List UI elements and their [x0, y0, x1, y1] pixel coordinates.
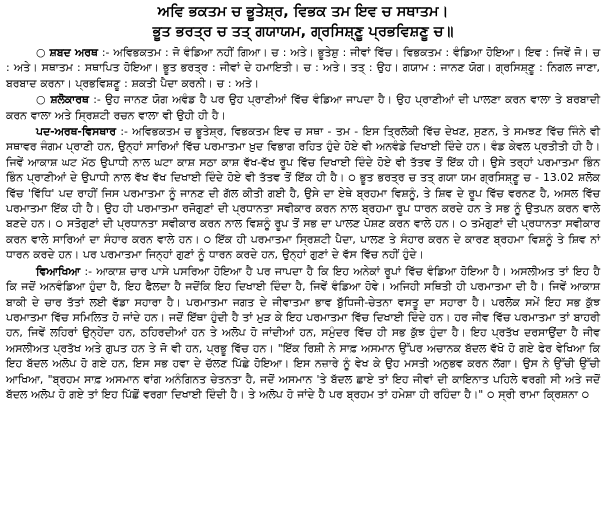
verse-line-1: ਅਵਿ ਭਕਤਮ ਚ ਭੂਤੇਸ਼੍ਰ, ਵਿਭਕ ਤਮ ਇਵ ਚ ਸਥਾਤਮ।: [157, 4, 449, 20]
shabad-arth-text: :- ਅਵਿਭਕਤਮ : ਜੋ ਵੰਡਿਆ ਨਹੀਂ ਗਿਆ। ਚ : ਅਤੇ। ਭੂਤੇਸ਼ੁ : ਜੀਵਾਂ ਵਿੱਚ। ਵਿਭਕਤਮ : ਵੰਡਿਆ ਹੋਇਆ। ਇਵ : ਜਿਵੇਂ ਜੋ। ਚ : ਅਤੇ। ਸਥਾਤਮ : ਸਥਾਪਿਤ ਹੋਇਆ। ਭੂਤ ਭਰਤ੍ਰ : ਜੀਵਾਂ ਦੇ ਹਮਾਇਤੀ। ਚ : ਅਤੇ। ਤਤ੍ : ਉਹ। ਗਯਾਮ : ਜਾਨਣ ਯੋਗ। ਗ੍ਰਸਿਸ਼੍ਣੂ : ਨਿਗਲ ਜਾਣਾ, ਬਰਬਾਦ ਕਰਨਾ। ਪ੍ਰਭਵਿਸ਼ਣੂ : ਸ਼ਕਤੀ ਪੈਦਾ ਕਰਨੀ। ਚ : ਅਤੇ।: [6, 46, 600, 90]
verse-line-2: ਭੂਤ ਭਰਤ੍ਰ ਚ ਤਤ੍ ਗਯਾਯਮ, ਗ੍ਰਸਿਸ਼੍ਣੂ ਪ੍ਰਭਵਿਸ਼ਣੂ ਚ॥: [152, 24, 454, 40]
shabad-arth-section: [6, 45, 600, 91]
shabad-arth-heading: ਸ਼ਬਦ ਅਰਥ: [49, 46, 98, 59]
pad-arth-section: [6, 124, 600, 263]
verse-block: [6, 2, 600, 42]
pad-arth-heading: ਪਦ-ਅਰਥ-ਵਿਸਥਾਰ: [36, 125, 116, 139]
shlokarth-text: :- ਉਹ ਜਾਨਣ ਯੋਗ ਅਵੰਡ ਹੈ ਪਰ ਉਹ ਪ੍ਰਾਣੀਆਂ ਵਿੱਚ ਵੰਡਿਆ ਜਾਪਦਾ ਹੈ। ਉਹ ਪ੍ਰਾਣੀਆਂ ਦੀ ਪਾਲਣਾ ਕਰਨ ਵਾਲਾ ਤੇ ਬਰਬਾਦੀ ਕਰਨ ਵਾਲਾ ਅਤੇ ਸ੍ਰਿਸ਼ਟੀ ਰਚਨ ਵਾਲਾ ਵੀ ਉਹੀ ਹੀ ਹੈ।: [6, 93, 600, 122]
viakhia-section: [6, 264, 600, 403]
viakhia-text: :- ਆਕਾਸ਼ ਚਾਰ ਪਾਸੇ ਪਸਰਿਆ ਹੋਇਆ ਹੈ ਪਰ ਜਾਪਦਾ ਹੈ ਕਿ ਇਹ ਅਨੇਕਾਂ ਰੂਪਾਂ ਵਿੱਚ ਵੰਡਿਆ ਹੋਇਆ ਹੈ। ਅਸਲੀਅਤ ਤਾਂ ਇਹ ਹੈ ਕਿ ਜਦੋਂ ਅਨਵੰਡਿਆ ਹੁੰਦਾ ਹੈ, ਇਹ ਫੈਲਦਾ ਹੈ ਜਦੋਂਕਿ ਇਹ ਦਿਖਾਈ ਦਿੰਦਾ ਹੈ, ਜਿਵੇਂ ਵੰਡਿਆ ਹੋਵੇ। ਅਜਿਹੀ ਸਥਿਤੀ ਹੀ ਪਰਮਾਤਮਾ ਦੀ ਹੈ। ਜਿਵੇਂ ਆਕਾਸ਼ ਬਾਕੀ ਦੇ ਚਾਰ ਤੱਤਾਂ ਲਈ ਵੱਡਾ ਸਹਾਰਾ ਹੈ। ਪਰਮਾਤਮਾ ਜਗਤ ਦੇ ਜੀਵਾਤਮਾ ਭਾਵ ਬੁੱਧਿਜੀ-ਚੇਤਨਾ ਵਸਤੂ ਦਾ ਸਹਾਰਾ ਹੈ। ਪਰਲੋਕ ਸਮੇਂ ਇਹ ਸਭ ਕੁੱਝ ਪਰਮਾਤਮਾ ਵਿੱਚ ਸਮਿਲਿਤ ਹੋ ਜਾਂਦੇ ਹਨ। ਜਦੋਂ ਇੱਥਾ ਹੁੰਦੀ ਹੈ ਤਾਂ ਮੁੜ ਕੇ ਇਹ ਪਰਮਾਤਮਾ ਵਿੱਚ ਦਿਖਾਈ ਦਿੰਦੇ ਹਨ। ਹਰ ਜੀਵ ਵਿੱਚ ਪਰਮਾਤਮਾ ਤਾਂ ਬਾਹਰੀ ਹਨ, ਜਿਵੇਂ ਲਹਿਰਾਂ ਉਨ੍ਹੇਂਦਾ ਹਨ, ਠਹਿਰਦੀਆਂ ਹਨ ਤੇ ਅਲੋਪ ਹੋ ਜਾਂਦੀਆਂ ਹਨ, ਸਮੁੰਦਰ ਵਿੱਚ ਹੀ ਸਭ ਕੁੱਝ ਹੁੰਦਾ ਹੈ। ਇਹ ਪ੍ਰਤੱਖ ਦਰਸਾਉਂਦਾ ਹੈ ਜੀਵ ਅਸਲੀਅਤ ਪ੍ਰਤੱਖ ਅਤੇ ਗੁਪਤ ਹਨ ਤੇ ਜੋ ਵੀ ਹਨ, ਪ੍ਰਭੂ ਵਿੱਚ ਹਨ। "ਇੱਕ ਰਿਸ਼ੀ ਨੇ ਸਾਫ਼ ਅਸਮਾਨ ਉੱਪਰ ਅਚਾਨਕ ਬੱਦਲ ਵੱਖੋ ਹੋ ਗਏ ਫੇਰ ਵੇਖਿਆ ਕਿ ਇਹ ਬੱਦਲ ਅਲੋਪ ਹੋ ਗਏ ਹਨ, ਇਸ ਸਭ ਹਵਾ ਦੇ ਚੱਲਣ ਪਿੱਛੇ ਹੋਇਆ। ਇਸ ਨਜ਼ਾਰੇ ਨੂੰ ਵੇਖ ਕੇ ਉਹ ਮਸਤੀ ਅਨੁਭਵ ਕਰਨ ਲੱਗਾ। ਉਸ ਨੇ ਉੱਚੀ ਉੱਚੀ ਆਖਿਆ, "ਬ੍ਰਹਮ ਸਾਫ਼ ਅਸਮਾਨ ਵਾਂਗ ਅਨੰਗਿਨਤ ਚੇਤਨਤਾ ਹੈ, ਜਦੋਂ ਅਸਮਾਨ 'ਤੇ ਬੱਦਲ ਛਾਏ ਤਾਂ ਇਹ ਜੀਵਾਂ ਦੀ ਕਾਇਨਾਤ ਪਹਿਲੇ ਵਰਗੀ ਸੀ ਅਤੇ ਜਦੋਂ ਬੱਦਲ ਅਲੋਪ ਹੋ ਗਏ ਤਾਂ ਇਹ ਪਿੱਛੋਂ ਵਰਗਾ ਦਿਖਾਈ ਦਿੰਦੀ ਹੈ। ਤੇ ਅਲੋਪ ਹੋ ਜਾਂਦੇ ਹੈ ਪਰ ਬ੍ਰਹਮ ਤਾਂ ਹਮੇਸ਼ਾ ਹੀ ਰਹਿੰਦਾ ਹੈ।" ੦ ਸ੍ਰੀ ਰਾਮਾ ਕ੍ਰਿਸ਼ਨਾ ੦: [6, 264, 601, 401]
shlokarth-heading: ਸ਼ਲੋਕਾਰਥ: [50, 93, 89, 107]
bullet-icon: ○: [36, 93, 51, 107]
pad-arth-text: :- ਅਵਿਭਕਤਮ ਚ ਭੂਤੇਸ਼੍ਰ, ਵਿਭਕਤਮ ਇਵ ਚ ਸਥਾ - ਤਮ - ਇਸ ਤ੍ਰਿਲੋਕੀ ਵਿੱਚ ਦੇਖਣ, ਸੁਣਨ, ਤੇ ਸਮਝਣ ਵਿੱਚ ਜਿੰਨੇ ਵੀ ਸਥਾਵਰ ਜੰਗਮ ਪ੍ਰਾਣੀ ਹਨ, ਉਨ੍ਹਾਂ ਸਾਰਿਆਂ ਵਿੱਚ ਪਰਮਾਤਮਾ ਖ਼ੁਦ ਵਿਭਾਗ ਰਹਿਤ ਹੁੰਦੇ ਹੋਏ ਵੀ ਅਨਵੰਡੇ ਦਿਖਾਈ ਦਿੰਦੇ ਹਨ। ਵੰਡ ਕੇਵਲ ਪ੍ਰਤੀਤੀ ਹੀ ਹੈ। ਜਿਵੇਂ ਆਕਾਸ਼ ਘਟ ਮੱਠ ਉਪਾਧੀ ਨਾਲ ਘਟਾ ਕਾਸ਼ ਸਠਾ ਕਾਸ਼ ਵੱਖ-ਵੱਖ ਰੂਪ ਵਿੱਚ ਦਿਖਾਈ ਦਿੰਦੇ ਹੋਏ ਵੀ ਤੱਤਵ ਤੋਂ ਇੱਕ ਹੀ। ਉਸੇ ਤਰ੍ਹਾਂ ਪਰਮਾਤਮਾ ਭਿੰਨ ਭਿੰਨ ਪ੍ਰਾਣੀਆਂ ਦੇ ਉਪਾਧੀ ਨਾਲ ਵੱਖ ਵੱਖ ਦਿਖਾਈ ਦਿੰਦੇ ਹੋਏ ਵੀ ਤੱਤਵ ਤੋਂ ਇੱਕ ਹੀ ਹੈ। ੦ ਭੂਤ ਭਰਤ੍ਰ ਚ ਤਤ੍ ਗਯਾ ਯਮ ਗ੍ਰਸਿਸ਼੍ਣੂ ਚ - 13.02 ਸ਼ਲੋਕ ਵਿੱਚ 'ਵਿੱਧਿ' ਪਦ ਰਾਹੀਂ ਜਿਸ ਪਰਮਾਤਮਾ ਨੂੰ ਜਾਨਣ ਦੀ ਗੱਲ ਕੀਤੀ ਗਈ ਹੈ, ਉਸੇ ਦਾ ਏਥੇ ਬ੍ਰਹਮਾ ਵਿਸ਼ਨੂੰ, ਤੇ ਸ਼ਿਵ ਦੇ ਰੂਪ ਵਿੱਚ ਵਰਨਣ ਹੈ, ਅਸਲ ਵਿੱਚ ਪਰਮਾਤਮਾ ਇੱਕ ਹੀ ਹੈ। ਉਹ ਹੀ ਪਰਮਾਤਮਾ ਰਜੋਗੁਣਾਂ ਦੀ ਪ੍ਰਧਾਨਤਾ ਸਵੀਕਾਰ ਕਰਨ ਨਾਲ ਬ੍ਰਹਮਾ ਰੂਪ ਧਾਰਨ ਕਰਦੇ ਹਨ ਤੇ ਸਭ ਨੂੰ ਉਤਪਨ ਕਰਨ ਵਾਲੇ ਬਣਦੇ ਹਨ। ੦ ਸਤੋਗੁਣਾਂ ਦੀ ਪ੍ਰਧਾਨਤਾ ਸਵੀਕਾਰ ਕਰਨ ਨਾਲ ਵਿਸ਼ਨੂੰ ਰੂਪ ਤੋਂ ਸਭ ਦਾ ਪਾਲਣ ਪੋਸ਼ਣ ਕਰਨ ਵਾਲੇ ਹਨ। ੦ ਤਮੋਗੁਣਾਂ ਦੀ ਪ੍ਰਧਾਨਤਾ ਸਵੀਕਾਰ ਕਰਨ ਵਾਲੇ ਸਾਰਿਆਂ ਦਾ ਸੰਹਾਰ ਕਰਨ ਵਾਲੇ ਹਨ। ੦ ਇੱਕ ਹੀ ਪਰਮਾਤਮਾ ਸ੍ਰਿਸ਼ਟੀ ਪੈਦਾ, ਪਾਲਣ ਤੇ ਸੰਹਾਰ ਕਰਨ ਦੇ ਕਾਰਣ ਬ੍ਰਹਮਾ ਵਿਸ਼ਨੂੰ ਤੇ ਸ਼ਿਵ ਨਾਂ ਧਾਰਨ ਕਰਦੇ ਹਨ। ਪਰ ਪਰਮਾਤਮਾ ਜਿਨ੍ਹਾਂ ਗੁਣਾਂ ਨੂੰ ਧਾਰਨ ਕਰਦੇ ਹਨ, ਉਨ੍ਹਾਂ ਗੁਣਾਂ ਦੇ ਵੱਸ ਵਿੱਚ ਨਹੀਂ ਹੁੰਦੇ।: [6, 125, 601, 262]
viakhia-heading: ਵਿਆਖਿਆ: [36, 264, 81, 278]
shlokarth-section: [6, 92, 600, 123]
bullet-icon: ○: [36, 46, 50, 59]
